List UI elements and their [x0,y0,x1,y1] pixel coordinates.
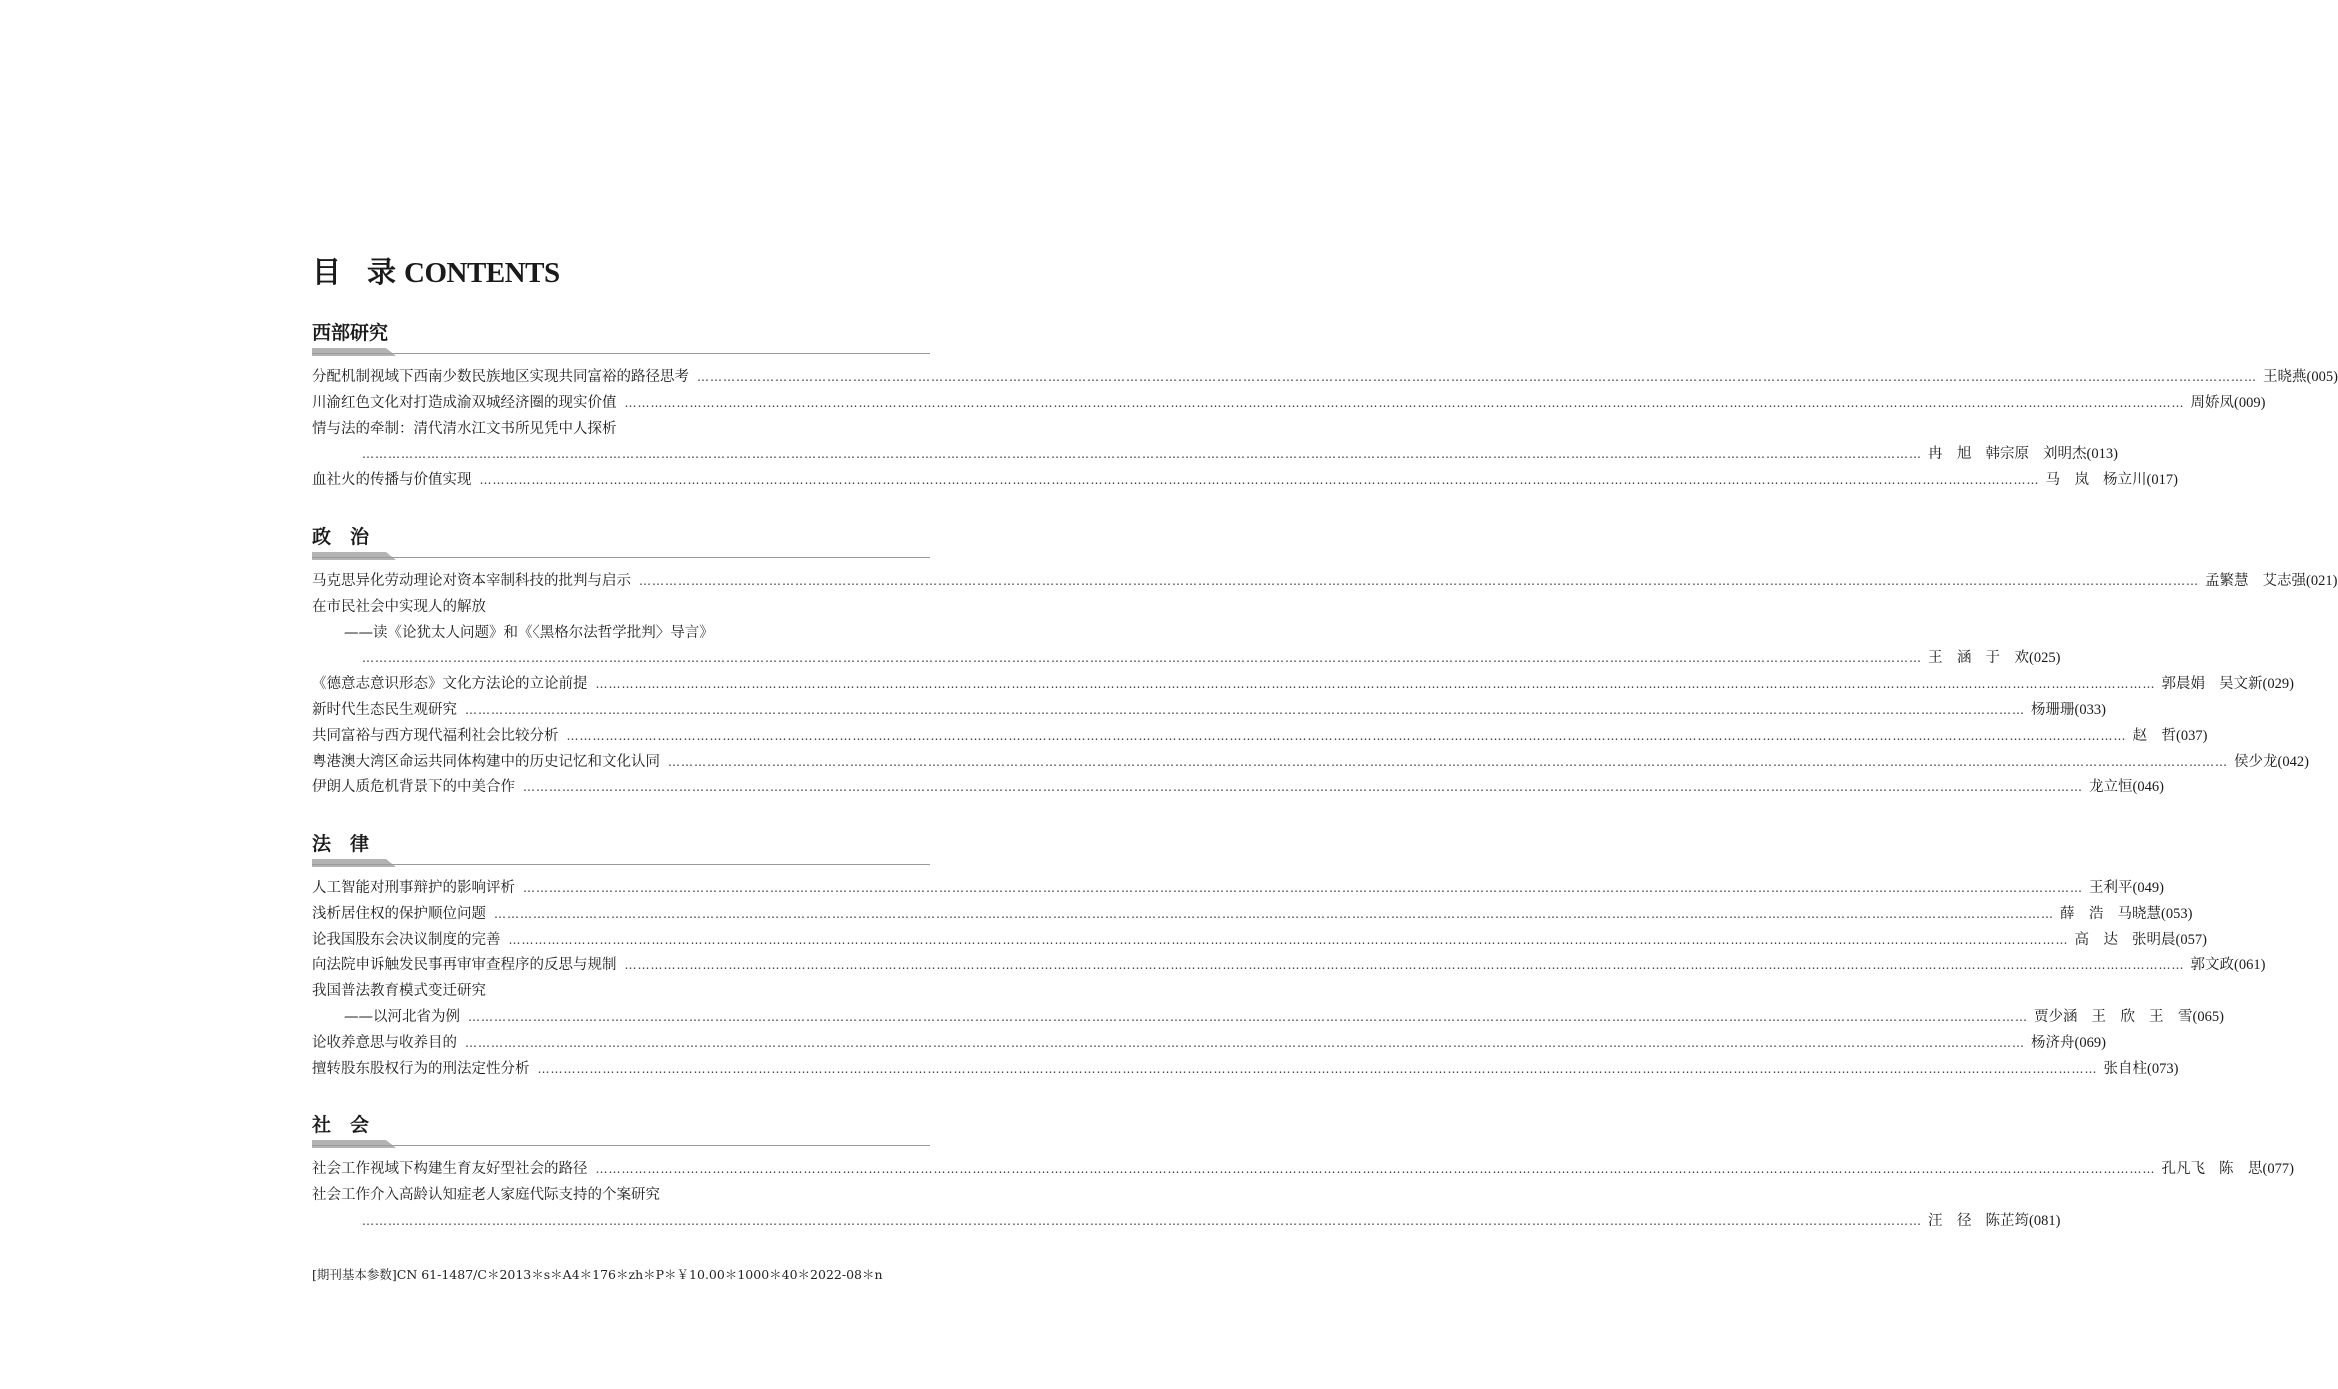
toc-entry[interactable] [312,775,2164,799]
author-name: 韩宗原 [1985,446,2029,463]
page-number: (046) [2132,779,2164,796]
toc-entry[interactable] [312,1005,2224,1029]
author-name: 张自柱 [2103,1060,2147,1077]
section-divider [312,1140,930,1148]
entry-title: 社会工作视域下构建生育友好型社会的路径 [312,1161,588,1177]
toc-entry[interactable] [312,672,2294,696]
entry-authors [2089,876,2133,900]
author-name: 马 岚 [2045,472,2089,489]
toc-entry[interactable] [312,365,2338,389]
title-cn-2: 录 [367,255,397,289]
toc-entry[interactable] [312,442,2118,466]
author-name: 王利平 [2089,880,2133,896]
toc-entry[interactable] [312,724,2208,748]
entry-title: ——以河北省为例 [344,1009,460,1025]
title-cn-1: 目 [312,255,342,289]
entry-authors [1928,442,2087,466]
entry-title: 《德意志意识形态》文化方法论的立论前提 [312,676,588,693]
entry-authors [2162,672,2263,696]
entry-title: 分配机制视域下西南少数民族地区实现共同富裕的路径思考 [312,369,689,385]
toc-entry[interactable] [312,1057,2179,1081]
page-number: (037) [2176,727,2208,744]
author-name: 赵 哲 [2132,727,2176,744]
page-number: (025) [2029,650,2061,667]
page-number: (042) [2277,753,2309,770]
entry-authors [2133,724,2177,748]
entry-authors [2089,775,2133,799]
leader-dots: ……………………………………………………………………………………………………………………………………………………………………………………………………………………………………………………………………………………………………………………………… [595,1162,2156,1176]
entry-title: 血社火的传播与价值实现 [312,472,472,489]
page-number: (081) [2029,1212,2061,1229]
page-number: (057) [2175,931,2207,948]
entry-title: 论收养意思与收养目的 [312,1034,457,1051]
author-name: 郭晨娟 [2161,676,2205,693]
section-heading: 政 治 [312,526,370,548]
toc-entry[interactable] [312,417,930,441]
toc-entry[interactable] [312,928,2207,952]
entry-authors [2104,1057,2148,1081]
leader-dots: ……………………………………………………………………………………………………………………………………………………………………………………………………………………………………………………………………………………………………………………………… [494,906,2054,921]
leader-dots: ……………………………………………………………………………………………………………………………………………………………………………………………………………………………………………………………………………………………………………………………… [595,677,2156,692]
entry-authors [1928,646,2029,670]
author-name: 张明晨 [2132,931,2176,948]
section-heading: 西部研究 [312,322,389,344]
entry-title: ——读《论犹太人问题》和《〈黑格尔法哲学批判〉导言》 [344,624,714,641]
toc-entry[interactable] [312,1157,2294,1181]
author-name: 王 涵 [1928,650,1972,667]
toc-entry[interactable] [312,953,2266,977]
author-name: 马晓慧 [2117,905,2161,922]
author-name: 杨立川 [2103,472,2147,489]
entry-title: 川渝红色文化对打造成渝双城经济圈的现实价值 [312,394,617,411]
section-heading: 法 律 [312,833,370,855]
toc-entry[interactable] [312,468,2178,492]
entry-authors [2234,750,2278,774]
author-name: 孔凡飞 [2161,1161,2205,1177]
entry-authors [2191,391,2235,415]
leader-dots: ……………………………………………………………………………………………………………………………………………………………………………………………………………………………………………………………………………………………………………………………… [479,473,2040,488]
entry-authors [2162,1157,2263,1181]
page-number: (069) [2074,1034,2106,1051]
toc-entry[interactable] [312,621,930,645]
entry-title: 擅转股东股权行为的刑法定性分析 [312,1060,530,1077]
leader-dots: ……………………………………………………………………………………………………………………………………………………………………………………………………………………………………………………………………………………………………………………………… [523,780,2083,795]
entry-authors [2075,928,2176,952]
leader-dots: ……………………………………………………………………………………………………………………………………………………………………………………………………………………………………………………………………………………………………………………………… [697,370,2257,384]
page-number: (005) [2306,369,2338,385]
leader-dots: ……………………………………………………………………………………………………………………………………………………………………………………………………………………………………………………………………………………………………………………………… [362,447,1922,462]
author-name: 贾少涵 [2034,1009,2078,1025]
author-name: 吴文新 [2219,676,2263,693]
toc-entry[interactable] [312,750,2309,774]
author-name: 郭文政 [2190,957,2234,974]
entry-title: 我国普法教育模式变迁研究 [312,983,486,1000]
leader-dots: ……………………………………………………………………………………………………………………………………………………………………………………………………………………………………………………………………………………………………………………………… [362,651,1922,666]
entry-title: 社会工作介入高龄认知症老人家庭代际支持的个案研究 [312,1186,660,1203]
author-name: 侯少龙 [2234,753,2278,770]
leader-dots: ……………………………………………………………………………………………………………………………………………………………………………………………………………………………………………………………………………………………………………………………… [624,958,2185,973]
author-name: 艾志强 [2262,573,2306,589]
page-number: (021) [2306,573,2338,589]
author-name: 高 达 [2074,931,2118,948]
section-divider [312,859,930,867]
page-number: (029) [2262,676,2294,693]
author-name: 冉 旭 [1928,446,1972,463]
leader-dots: ……………………………………………………………………………………………………………………………………………………………………………………………………………………………………………………………………………………………………………………………… [566,728,2127,743]
toc-entry[interactable] [312,698,2106,722]
toc-entry[interactable] [312,595,930,619]
author-name: 龙立恒 [2089,779,2133,796]
leader-dots: ……………………………………………………………………………………………………………………………………………………………………………………………………………………………………………………………………………………………………………………………… [465,703,2025,717]
entry-authors [2034,1005,2193,1029]
page-number: (013) [2086,446,2118,463]
entry-title: 马克思异化劳动理论对资本宰制科技的批判与启示 [312,573,631,589]
author-name: 孟繁慧 [2205,573,2249,589]
toc-entry[interactable] [312,902,2193,926]
page-number: (009) [2234,394,2266,411]
entry-title: 向法院申诉触发民事再审审查程序的反思与规制 [312,957,617,974]
author-name: 杨济舟 [2031,1034,2075,1051]
entry-authors [2263,365,2307,389]
section-divider [312,552,930,560]
entry-title: 浅析居住权的保护顺位问题 [312,905,486,922]
leader-dots: ……………………………………………………………………………………………………………………………………………………………………………………………………………………………………………………………………………………………………………………………… [537,1061,2098,1076]
page-number: (033) [2074,702,2106,718]
author-name: 汪 径 [1928,1212,1972,1229]
author-name: 杨珊珊 [2031,702,2075,718]
author-name: 于 欢 [1985,650,2029,667]
leader-dots: ……………………………………………………………………………………………………………………………………………………………………………………………………………………………………………………………………………………………………………………………… [468,1010,2028,1024]
page-number: (017) [2146,472,2178,489]
author-name: 陈芷筠 [1985,1212,2029,1229]
page-number: (073) [2147,1060,2179,1077]
author-name: 薛 浩 [2060,905,2104,922]
page-number: (049) [2132,880,2164,896]
entry-title: 论我国股东会决议制度的完善 [312,931,501,948]
entry-authors [2191,953,2235,977]
entry-authors [2060,902,2161,926]
page-number: (077) [2262,1161,2294,1177]
entry-title: 新时代生态民生观研究 [312,702,457,718]
toc-entry[interactable] [312,876,2164,900]
leader-dots: ……………………………………………………………………………………………………………………………………………………………………………………………………………………………………………………………………………………………………………………………… [523,881,2083,895]
entry-authors [2031,698,2075,722]
leader-dots: ……………………………………………………………………………………………………………………………………………………………………………………………………………………………………………………………………………………………………………………………… [362,1213,1922,1228]
toc-entry[interactable] [312,1183,930,1207]
entry-title: 人工智能对刑事辩护的影响评析 [312,880,515,896]
entry-title: 在市民社会中实现人的解放 [312,598,486,615]
author-name: 王晓燕 [2263,369,2307,385]
entry-authors [2046,468,2147,492]
title-en: CONTENTS [404,257,560,289]
page-number: (061) [2234,957,2266,974]
toc-entry[interactable] [312,1031,2106,1055]
page-number: (053) [2161,905,2193,922]
page-title [312,250,560,291]
entry-title: 情与法的牵制：清代清水江文书所见凭中人探析 [312,420,617,437]
page-number: (065) [2192,1009,2224,1025]
toc-entry[interactable] [312,646,2061,670]
leader-dots: ……………………………………………………………………………………………………………………………………………………………………………………………………………………………………………………………………………………………………………………………… [639,574,2199,588]
toc-entry[interactable] [312,391,2266,415]
leader-dots: ……………………………………………………………………………………………………………………………………………………………………………………………………………………………………………………………………………………………………………………………… [508,932,2069,947]
journal-parameters: [期刊基本参数]CN 61-1487/C＊2013＊s＊A4＊176＊zh＊P＊￥10.00＊1000＊40＊2022-08＊n [312,1267,883,1282]
section-heading: 社 会 [312,1114,370,1136]
author-name: 刘明杰 [2043,446,2087,463]
entry-title: 伊朗人质危机背景下的中美合作 [312,779,515,796]
entry-title: 共同富裕与西方现代福利社会比较分析 [312,727,559,744]
author-name: 王 雪 [2149,1009,2193,1025]
entry-authors [2031,1031,2075,1055]
entry-title: 粤港澳大湾区命运共同体构建中的历史记忆和文化认同 [312,753,660,770]
toc-entry[interactable] [312,1209,2061,1233]
section-divider [312,348,930,356]
author-name: 陈 思 [2219,1161,2263,1177]
author-name: 周娇凤 [2190,394,2234,411]
leader-dots: ……………………………………………………………………………………………………………………………………………………………………………………………………………………………………………………………………………………………………………………………… [624,395,2185,410]
leader-dots: ……………………………………………………………………………………………………………………………………………………………………………………………………………………………………………………………………………………………………………………………… [465,1035,2025,1050]
leader-dots: ……………………………………………………………………………………………………………………………………………………………………………………………………………………………………………………………………………………………………………………………… [668,754,2228,769]
entry-authors [1928,1209,2029,1233]
toc-entry[interactable] [312,979,930,1003]
toc-entry[interactable] [312,569,2338,593]
entry-authors [2205,569,2306,593]
author-name: 王 欣 [2091,1009,2135,1025]
